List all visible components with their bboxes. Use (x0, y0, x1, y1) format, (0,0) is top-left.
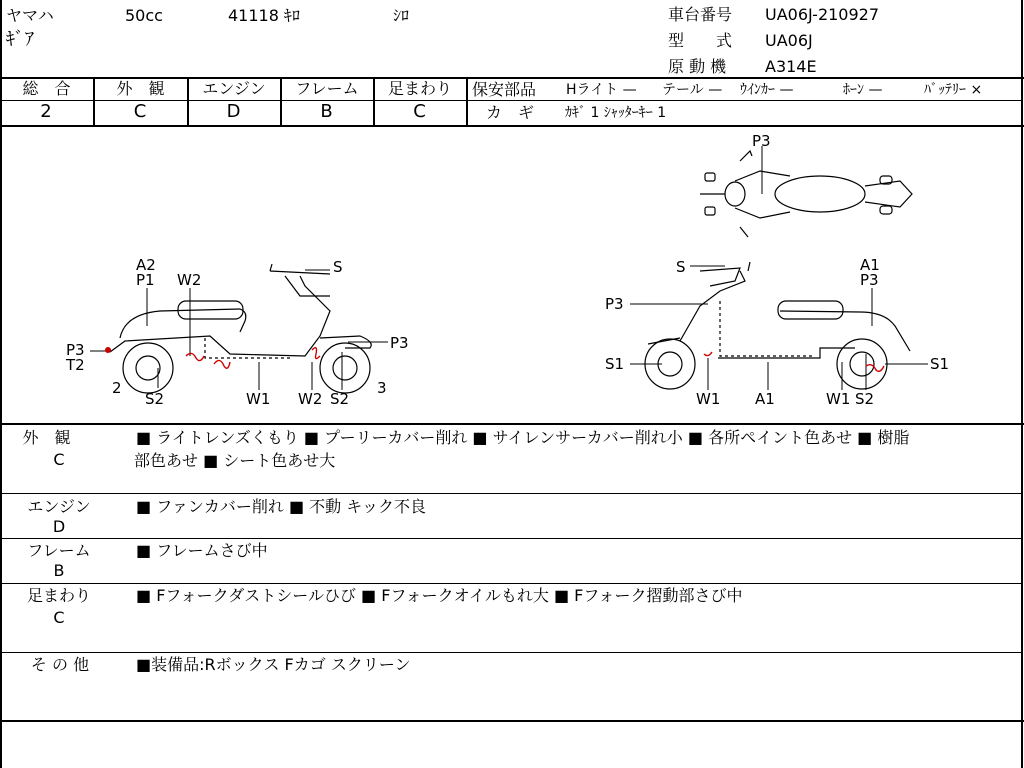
remark-suspension-text: ■ Fフォークダストシールひび ■ Fフォークオイルもれ大 ■ Fフォーク摺動部さび中 (136, 586, 743, 605)
remark-engine-label: エンジン (27, 497, 91, 516)
remark-suspension-label: 足まわり (26, 586, 91, 605)
engine-value: A314E (765, 57, 817, 76)
diag-right-p3: P3 (860, 271, 879, 289)
diag-left-s: S (333, 258, 343, 276)
diag-left-p1: P1 (136, 271, 155, 289)
safety-label: 保安部品 (472, 80, 537, 99)
remarks-top-line (0, 423, 1024, 425)
key-label: カ ギ (486, 103, 535, 122)
type-label: 型 式 (668, 31, 733, 50)
safety-taillight: テール — (662, 82, 723, 98)
grade-total-value: 2 (40, 101, 53, 122)
remark-exterior-label: 外 観 (22, 428, 71, 447)
diag-left-t2: T2 (66, 356, 85, 374)
safety-winker: ｳｲﾝｶｰ — (740, 82, 794, 98)
diag-right-a1: A1 (860, 256, 880, 274)
maker: ヤマハ (6, 6, 54, 25)
remark-exterior-text-1: ■ ライトレンズくもり ■ プーリーカバー削れ ■ サイレンサーカバー削れ小 ■ 各所ペイント色あせ ■ 樹脂 (136, 428, 910, 447)
safety-headlight: Hライト — (566, 82, 637, 98)
remark-other-text: ■装備品:Rボックス Fカゴ スクリーン (136, 655, 411, 674)
grade-engine-value: D (226, 101, 242, 122)
remarks-line-2 (0, 538, 1022, 539)
diag-top-p3: P3 (752, 132, 771, 150)
remark-engine-grade: D (52, 517, 66, 536)
grade-engine-label: エンジン (202, 79, 266, 98)
remark-exterior-grade: C (53, 450, 65, 469)
remark-frame-text: ■ フレームさび中 (136, 541, 268, 560)
diag-right-s: S (676, 258, 686, 276)
remarks-line-1 (0, 493, 1022, 494)
displacement: 50cc (125, 6, 163, 25)
frame-no: UA06J-210927 (765, 5, 880, 24)
safety-mid-line (466, 100, 1022, 101)
mileage: 41118 ｷﾛ (228, 6, 300, 25)
diag-left-3: 3 (377, 379, 387, 397)
diag-left-s2: S2 (145, 390, 165, 408)
remark-suspension-grade: C (53, 608, 65, 627)
remark-other-label: そ の 他 (30, 655, 90, 674)
diag-right-a1b: A1 (755, 390, 775, 408)
scooter-top-view (700, 151, 912, 237)
safety-battery: ﾊﾞｯﾃﾘｰ × (924, 82, 983, 98)
diag-left-2: 2 (112, 379, 122, 397)
diag-left-p3: P3 (66, 341, 85, 359)
diag-right-p3b: P3 (605, 295, 624, 313)
frame-no-label: 車台番号 (668, 5, 733, 24)
color: ｼﾛ (393, 6, 410, 25)
diag-right-s1: S1 (605, 355, 625, 373)
safety-horn: ﾎｰﾝ — (843, 82, 883, 98)
diag-right-w1b: W1 (826, 390, 851, 408)
grade-suspension-label: 足まわり (387, 79, 452, 98)
diag-right-s1b: S1 (930, 355, 950, 373)
diag-left-w2: W2 (177, 271, 202, 289)
diag-left-w1: W1 (246, 390, 271, 408)
remarks-line-3 (0, 583, 1022, 584)
remark-frame-grade: B (53, 561, 65, 580)
grade-divider-5 (466, 77, 468, 125)
diag-left-a2: A2 (136, 256, 156, 274)
damage-diagram (0, 126, 1022, 424)
diag-left-w2b: W2 (298, 390, 323, 408)
engine-label: 原 動 機 (668, 57, 727, 76)
remarks-bottom-line (0, 720, 1024, 722)
model-name: ｷﾞｱ (6, 29, 35, 50)
grade-frame-label: フレーム (295, 79, 359, 98)
grade-suspension-value: C (413, 101, 427, 122)
type-value: UA06J (765, 31, 813, 50)
remark-engine-text: ■ ファンカバー削れ ■ 不動 キック不良 (136, 497, 426, 516)
remark-exterior-text-2: 部色あせ ■ シート色あせ大 (134, 451, 336, 470)
remark-frame-label: フレーム (27, 541, 91, 560)
grade-exterior-value: C (133, 101, 148, 122)
key-value: ｶｷﾞ 1 ｼｬｯﾀｰｷｰ 1 (565, 105, 667, 121)
grade-frame-value: B (320, 101, 334, 122)
diag-left-p3b: P3 (390, 334, 409, 352)
diag-right-w1: W1 (696, 390, 721, 408)
diag-right-s2: S2 (855, 390, 875, 408)
diag-left-s2b: S2 (330, 390, 350, 408)
grade-exterior-label: 外 観 (116, 79, 165, 98)
grade-total-label: 総 合 (22, 79, 71, 98)
remarks-line-4 (0, 652, 1022, 653)
